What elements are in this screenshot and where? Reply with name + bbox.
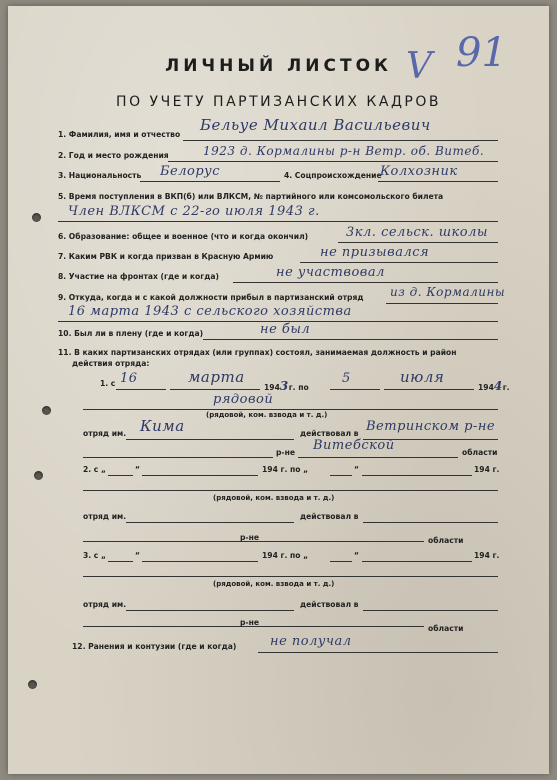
entry-1-year-to: 1944г. xyxy=(478,379,510,393)
entry-3-year-to: 194 г. xyxy=(474,551,500,560)
field-9-line-1 xyxy=(386,303,498,304)
entry-2-day-to-line xyxy=(330,475,352,476)
field-4-label: 4. Соцпроисхождение xyxy=(284,171,382,180)
entry-2-rn-label: р-не xyxy=(240,533,259,542)
field-2-line xyxy=(168,161,498,162)
entry-1-deystvoval-label: действовал в xyxy=(300,429,359,438)
entry-3-quote-close-1: “ xyxy=(135,551,140,560)
entry-3-number: 3. с „ xyxy=(83,551,106,560)
entry-1-day-from: 16 xyxy=(120,371,138,386)
entry-1-year-to-suffix: 4 xyxy=(493,379,503,393)
entry-3-quote-close-2: “ xyxy=(354,551,359,560)
punch-hole-1 xyxy=(32,213,41,222)
field-11-label-1: 11. В каких партизанских отрядах (или группах) состоял, занимаемая должность и район xyxy=(58,348,457,357)
entry-1-month-from: марта xyxy=(188,368,245,386)
field-5-value: Член ВЛКСМ с 22-го июля 1943 г. xyxy=(68,204,320,219)
entry-2-quote-close-2: “ xyxy=(354,465,359,474)
field-6-label: 6. Образование: общее и военное (что и когда окончил) xyxy=(58,232,309,241)
field-6-value: 3кл. сельск. школы xyxy=(346,225,488,240)
field-3-line xyxy=(140,181,280,182)
entry-2-role-caption: (рядовой, ком. взвода и т. д.) xyxy=(213,494,335,502)
entry-1-otryad-value: Кима xyxy=(140,417,185,435)
entry-1-otryad-label: отряд им. xyxy=(83,429,127,438)
entry-3-deystvoval-line xyxy=(363,610,498,611)
field-12-value: не получал xyxy=(270,634,352,649)
entry-2-day-from-line xyxy=(108,475,133,476)
entry-1-rn-label: р-не xyxy=(276,448,295,457)
field-8-label: 8. Участие на фронтах (где и когда) xyxy=(58,272,219,281)
entry-2-month-to-line xyxy=(362,475,472,476)
entry-1-region-line xyxy=(83,457,273,458)
field-10-label: 10. Был ли в плену (где и когда) xyxy=(58,329,204,338)
field-2-value: 1923 д. Кормалины р-н Ветр. об. Витеб. xyxy=(203,144,485,158)
entry-1-deystvoval-value: Ветринском р-не xyxy=(366,419,496,434)
entry-1-month-to: июля xyxy=(400,368,445,386)
field-9-value-1: из д. Кормалины xyxy=(390,285,506,299)
field-7-label: 7. Каким РВК и когда призван в Красную Армию xyxy=(58,252,274,261)
field-8-line xyxy=(233,282,498,283)
entry-1-number: 1. с xyxy=(100,379,116,388)
entry-3-month-from-line xyxy=(142,561,258,562)
entry-1-day-to: 5 xyxy=(342,371,351,386)
field-12-line xyxy=(258,652,498,653)
pencil-mark-v: V xyxy=(406,46,432,87)
entry-3-year-from: 194 г. по „ xyxy=(262,551,309,560)
entry-3-month-to-line xyxy=(362,561,472,562)
entry-3-day-to-line xyxy=(330,561,352,562)
field-9-value-2: 16 марта 1943 с сельского хозяйства xyxy=(68,304,352,319)
entry-2-month-from-line xyxy=(142,475,258,476)
entry-1-role-line xyxy=(83,409,498,410)
entry-2-otryad-line xyxy=(126,522,294,523)
entry-2-role-line xyxy=(83,490,498,491)
entry-1-year-from-suffix: 3 xyxy=(279,379,289,393)
entry-1-month-from-line xyxy=(170,389,260,390)
entry-3-otryad-line xyxy=(126,610,294,611)
entry-3-oblast-label: области xyxy=(428,624,464,633)
entry-2-quote-close-1: “ xyxy=(135,465,140,474)
punch-hole-4 xyxy=(28,680,37,689)
entry-1-oblast-label: области xyxy=(462,448,498,457)
entry-2-deystvoval-label: действовал в xyxy=(300,512,359,521)
punch-hole-3 xyxy=(34,471,43,480)
entry-3-day-from-line xyxy=(108,561,133,562)
punch-hole-2 xyxy=(42,406,51,415)
entry-1-role-caption: (рядовой, ком. взвода и т. д.) xyxy=(206,411,328,419)
entry-1-day-from-line xyxy=(116,389,166,390)
entry-2-year-from: 194 г. по „ xyxy=(262,465,309,474)
entry-3-otryad-label: отряд им. xyxy=(83,600,127,609)
entry-2-oblast-line xyxy=(266,541,424,542)
entry-3-oblast-line xyxy=(266,626,424,627)
entry-2-number: 2. с „ xyxy=(83,465,106,474)
field-3-value: Белорус xyxy=(160,164,220,179)
entry-1-year-from: 1943г. по xyxy=(264,379,309,393)
field-8-value: не участвовал xyxy=(276,265,385,280)
entry-1-month-to-line xyxy=(384,389,474,390)
entry-3-role-line xyxy=(83,576,498,577)
field-9-label: 9. Откуда, когда и с какой должности прибыл в партизанский отряд xyxy=(58,293,364,302)
field-3-label: 3. Национальность xyxy=(58,171,142,180)
field-4-value: Колхозник xyxy=(380,164,458,179)
field-5-label: 5. Время поступления в ВКП(б) или ВЛКСМ, № партийного или комсомольского билета xyxy=(58,192,444,201)
field-4-line xyxy=(378,181,498,182)
entry-1-oblast-value: Витебской xyxy=(313,438,395,453)
entry-2-oblast-label: области xyxy=(428,536,464,545)
entry-2-year-to: 194 г. xyxy=(474,465,500,474)
entry-1-otryad-line xyxy=(126,439,294,440)
entry-1-oblast-line xyxy=(298,457,458,458)
entry-2-otryad-label: отряд им. xyxy=(83,512,127,521)
field-7-value: не призывался xyxy=(320,245,430,260)
field-1-value: Бельуе Михаил Васильевич xyxy=(200,116,431,134)
entry-1-day-to-line xyxy=(330,389,380,390)
field-1-label: 1. Фамилия, имя и отчество xyxy=(58,130,181,139)
field-10-value: не был xyxy=(260,322,311,337)
entry-3-deystvoval-label: действовал в xyxy=(300,600,359,609)
document-page xyxy=(8,6,549,774)
entry-3-rn-label: р-не xyxy=(240,618,259,627)
pencil-mark-number: 91 xyxy=(456,30,507,76)
field-5-line xyxy=(58,221,498,222)
field-10-line xyxy=(203,339,498,340)
entry-3-role-caption: (рядовой, ком. взвода и т. д.) xyxy=(213,580,335,588)
entry-1-role: рядовой xyxy=(213,392,274,407)
field-1-line xyxy=(183,140,498,141)
entry-2-deystvoval-line xyxy=(363,522,498,523)
field-6-line xyxy=(338,242,498,243)
field-12-label: 12. Ранения и контузии (где и когда) xyxy=(72,642,237,651)
field-7-line xyxy=(300,262,498,263)
field-11-label-2: действия отряда: xyxy=(72,359,150,368)
document-title: ЛИЧНЫЙ ЛИСТОК xyxy=(165,56,392,76)
document-subtitle: ПО УЧЕТУ ПАРТИЗАНСКИХ КАДРОВ xyxy=(116,94,441,110)
field-2-label: 2. Год и место рождения xyxy=(58,151,169,160)
